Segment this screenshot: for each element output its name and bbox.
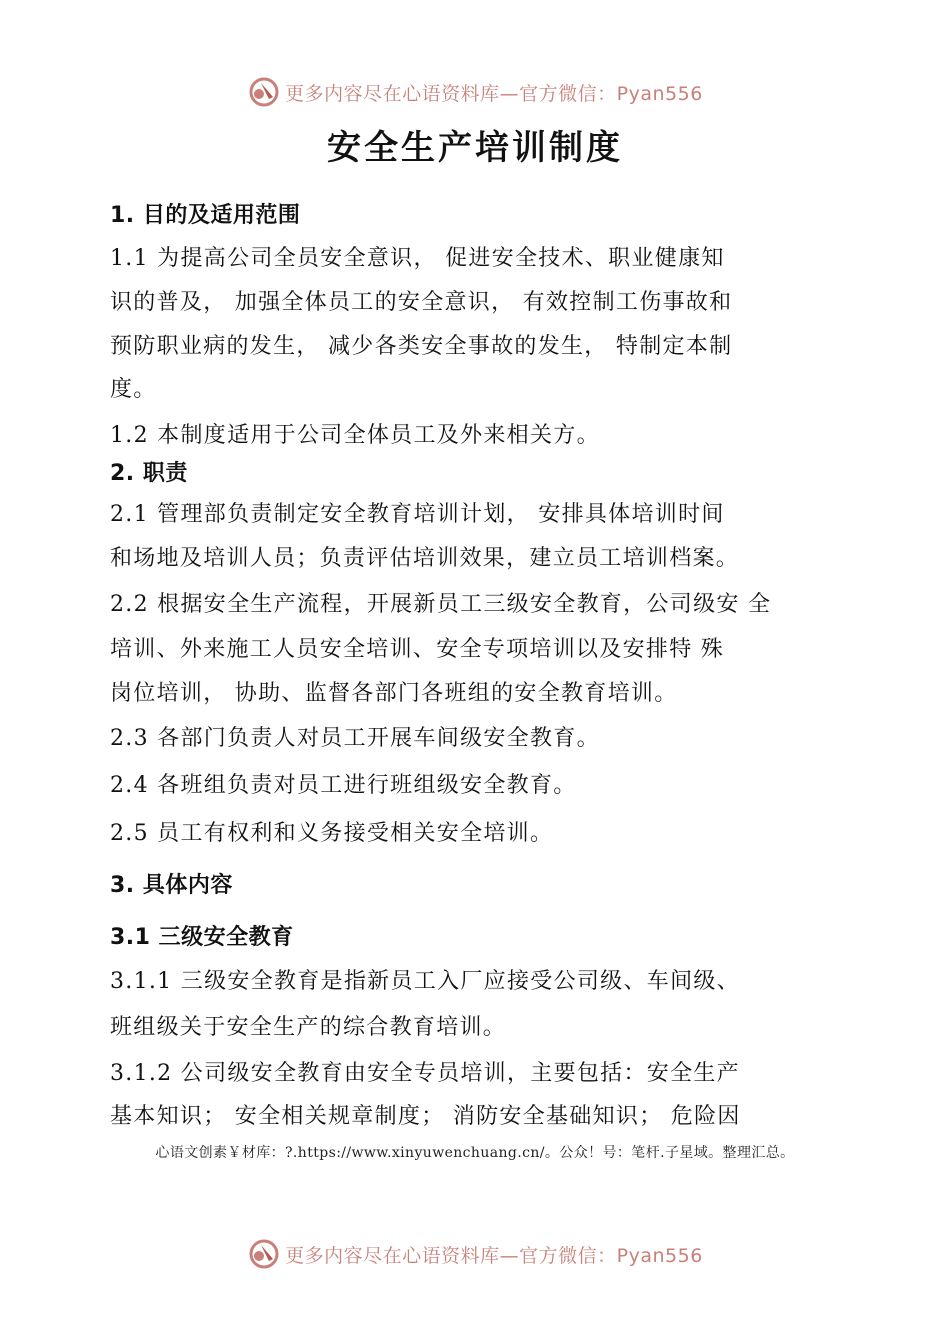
paragraph-line: 2.3 各部门负责人对员工开展车间级安全教育。 xyxy=(110,726,600,751)
paragraph-line: 识的普及， 加强全体员工的安全意识， 有效控制工伤事故和 xyxy=(110,290,733,315)
paragraph-line: 和场地及培训人员；负责评估培训效果，建立员工培训档案。 xyxy=(110,546,740,571)
watermark-text: 更多内容尽在心语资料库—官方微信：Pyan556 xyxy=(285,82,703,105)
brand-logo-icon xyxy=(247,75,281,109)
section-heading-3: 3. 具体内容 xyxy=(110,873,233,898)
footer-note: 心语文创素￥材库：?.https://www.xinyuwenchuang.cn/。公众！号：笔杆.子星域。整理汇总。 xyxy=(155,1145,795,1161)
document-title: 安全生产培训制度 xyxy=(327,128,623,168)
paragraph-line: 岗位培训， 协助、监督各部门各班组的安全教育培训。 xyxy=(110,681,678,706)
paragraph-line: 2.2 根据安全生产流程，开展新员工三级安全教育，公司级安 全 xyxy=(110,592,772,617)
paragraph-line: 班组级关于安全生产的综合教育培训。 xyxy=(110,1015,507,1040)
paragraph-line: 3.1.2 公司级安全教育由安全专员培训，主要包括：安全生产 xyxy=(110,1061,740,1086)
paragraph-line: 1.1 为提高公司全员安全意识， 促进安全技术、职业健康知 xyxy=(110,246,725,271)
paragraph-line: 预防职业病的发生， 减少各类安全事故的发生， 特制定本制 xyxy=(110,334,733,359)
brand-logo-icon xyxy=(247,1237,281,1271)
watermark-header xyxy=(0,72,950,112)
paragraph-line: 基本知识； 安全相关规章制度； 消防安全基础知识； 危险因 xyxy=(110,1104,741,1129)
paragraph-line: 3.1.1 三级安全教育是指新员工入厂应接受公司级、车间级、 xyxy=(110,969,740,994)
subsection-heading-3-1: 3.1 三级安全教育 xyxy=(110,925,294,950)
paragraph-line: 2.5 员工有权利和义务接受相关安全培训。 xyxy=(110,821,554,846)
watermark-footer xyxy=(0,1234,950,1274)
section-heading-1: 1. 目的及适用范围 xyxy=(110,203,301,228)
paragraph-line: 培训、外来施工人员安全培训、安全专项培训以及安排特 殊 xyxy=(110,637,725,662)
paragraph-line: 2.1 管理部负责制定安全教育培训计划， 安排具体培训时间 xyxy=(110,502,725,527)
watermark-text: 更多内容尽在心语资料库—官方微信：Pyan556 xyxy=(285,1244,703,1267)
paragraph-line: 1.2 本制度适用于公司全体员工及外来相关方。 xyxy=(110,423,600,448)
paragraph-line: 2.4 各班组负责对员工进行班组级安全教育。 xyxy=(110,773,577,798)
section-heading-2: 2. 职责 xyxy=(110,461,188,486)
paragraph-line: 度。 xyxy=(110,377,157,402)
